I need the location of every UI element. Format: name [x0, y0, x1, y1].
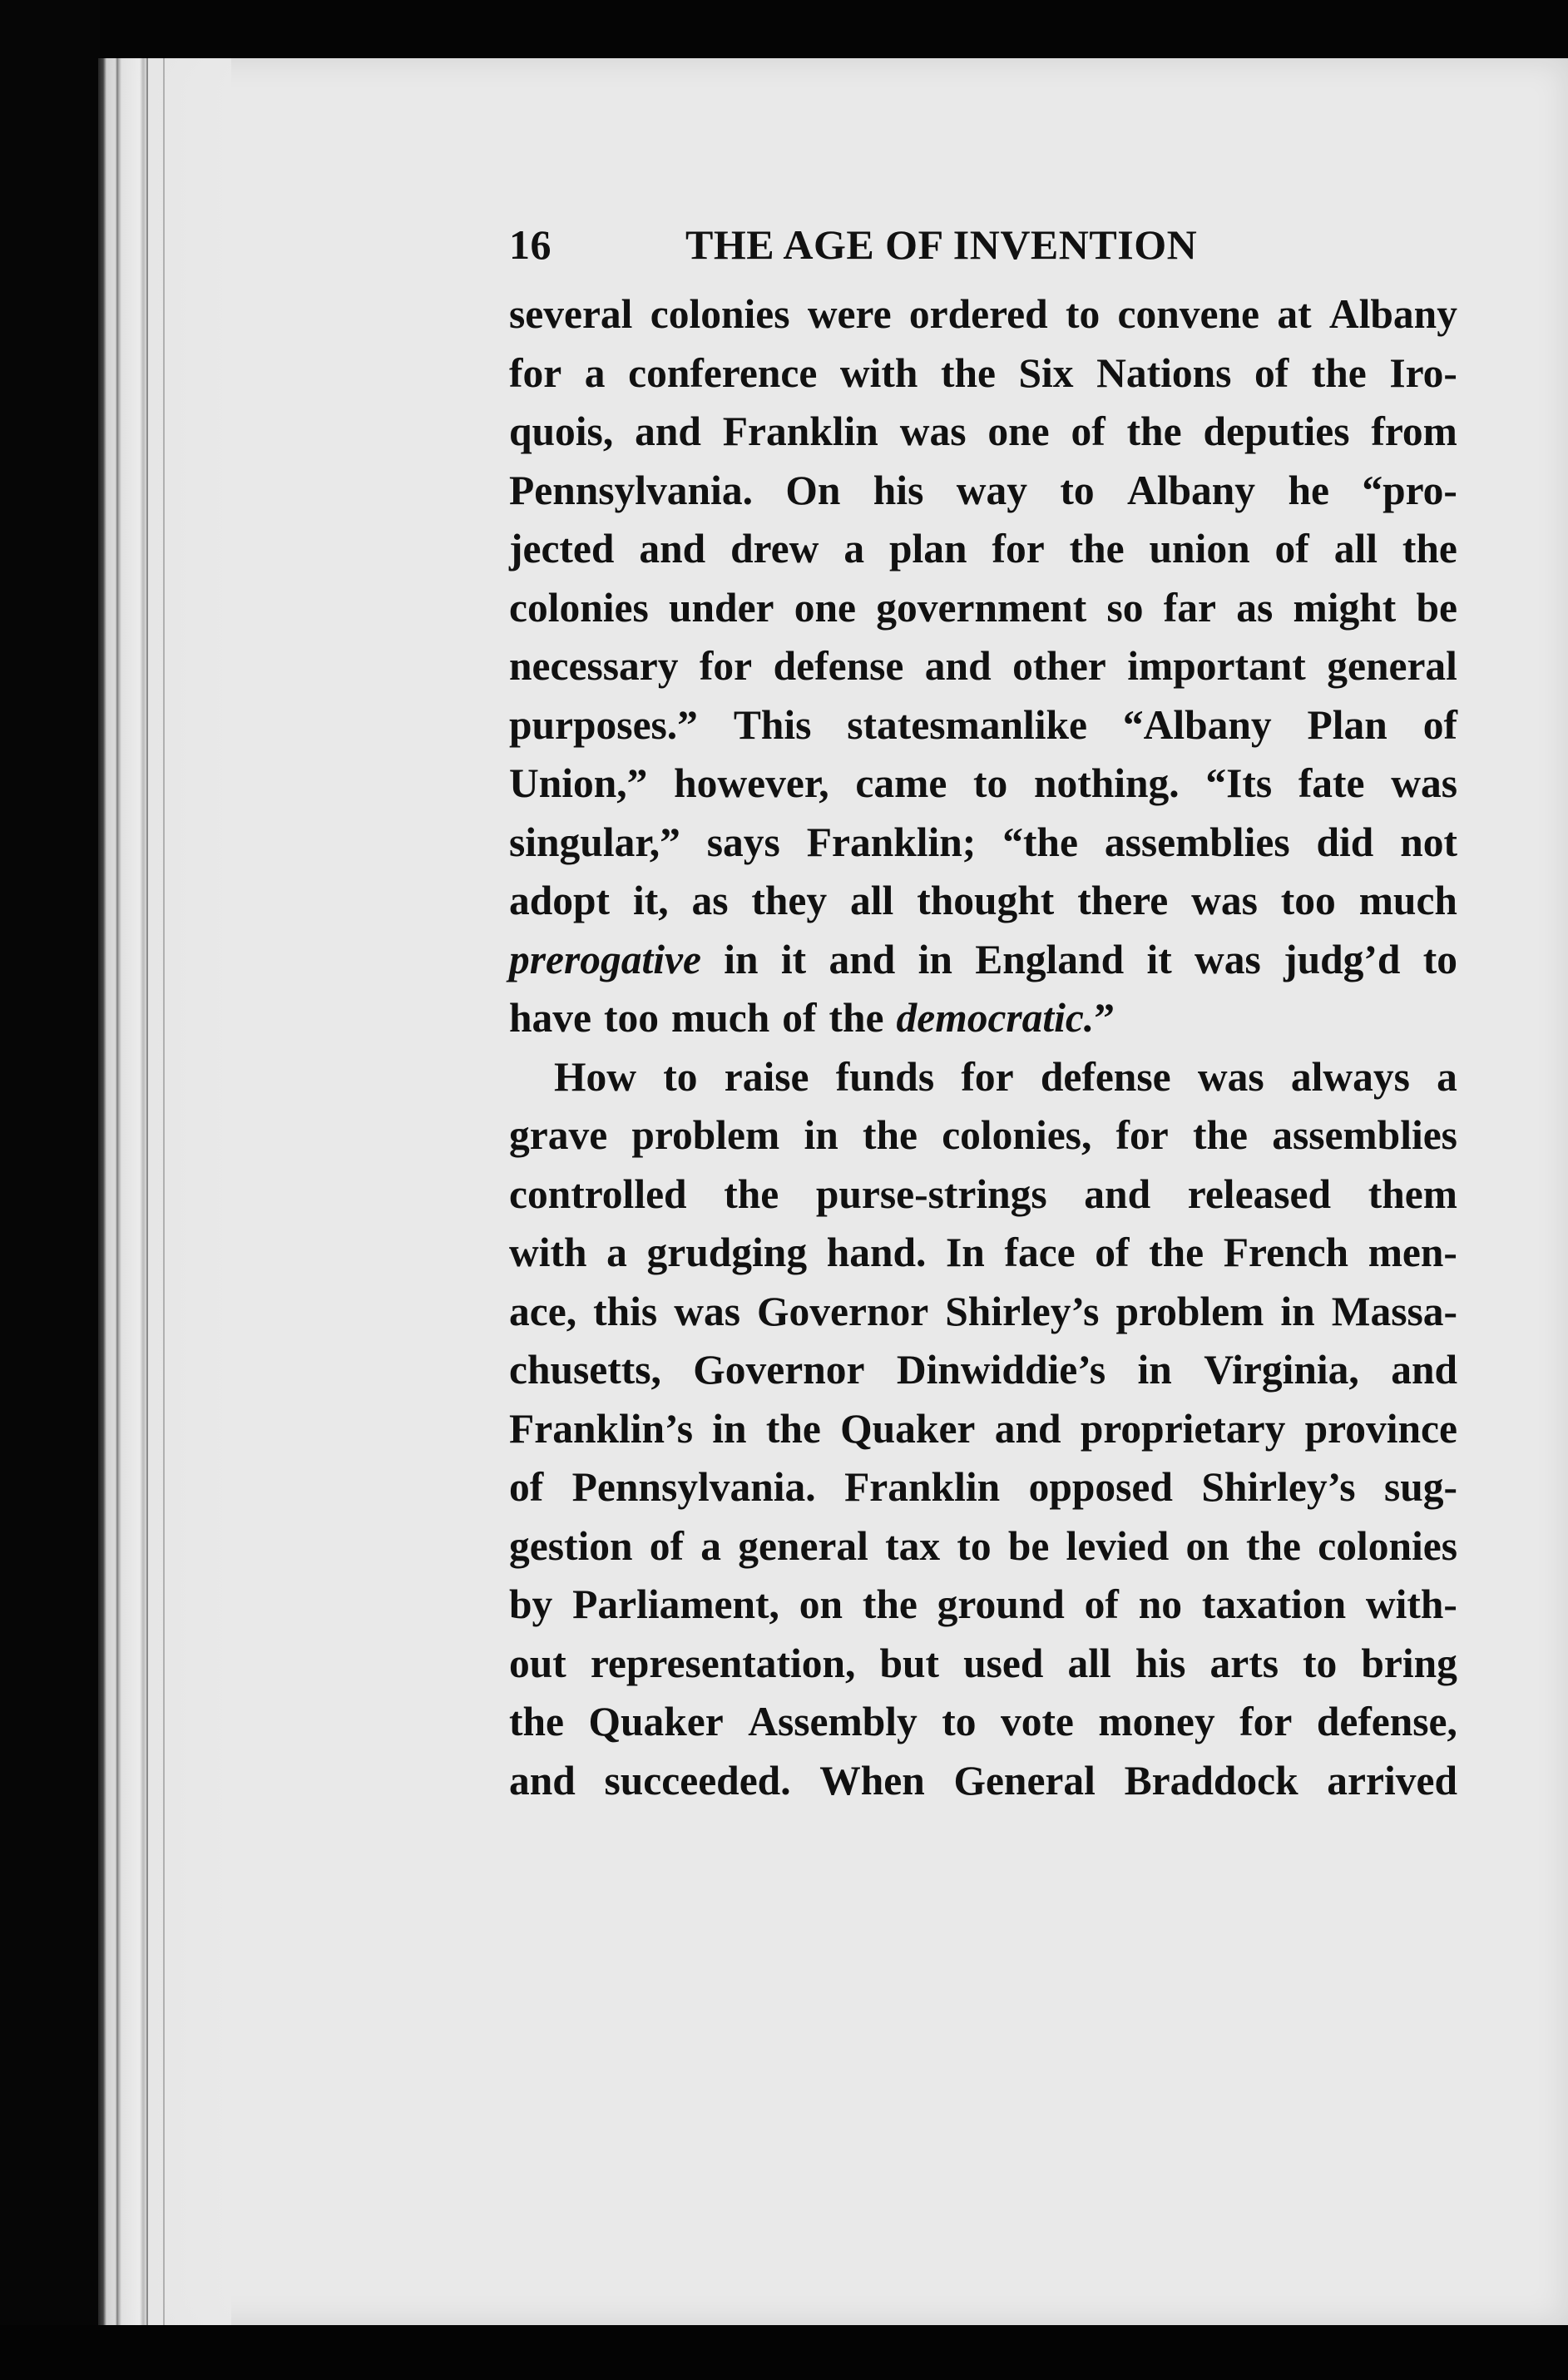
text-line: How to raise funds for defense was always a: [554, 1053, 1457, 1100]
binding-crease-line: [116, 58, 118, 2325]
text-line: for a conference with the Six Nations of the Iro-: [509, 349, 1457, 396]
text-line: ace, this was Governor Shirley’s problem in Massa-: [509, 1288, 1457, 1334]
paragraph: [509, 285, 1457, 1048]
running-head-title: THE AGE OF INVENTION: [685, 221, 1198, 268]
body-text: [509, 285, 1457, 1810]
text-line: singular,” says Franklin; “the assemblies did not: [509, 819, 1457, 865]
text-line: colonies under one government so far as might be: [509, 584, 1457, 631]
scan-border-bottom: [0, 2325, 1568, 2380]
text-line: the Quaker Assembly to vote money for defense,: [509, 1699, 1457, 1744]
text-line: adopt it, as they all thought there was too much: [509, 878, 1457, 923]
text-line: Franklin’s in the Quaker and proprietary province: [509, 1405, 1457, 1452]
text-line: several colonies were ordered to convene at Albany: [509, 291, 1457, 337]
text-line: gestion of a general tax to be levied on the colonies: [509, 1522, 1457, 1569]
page-binding-edge: [98, 58, 231, 2325]
text-line: purposes.” This statesmanlike “Albany Plan of: [509, 701, 1457, 748]
text-line: controlled the purse-strings and released them: [509, 1170, 1457, 1217]
text-line: jected and drew a plan for the union of all the: [509, 526, 1457, 571]
text-line: quois, and Franklin was one of the deputies from: [509, 408, 1457, 454]
page-number: 16: [509, 221, 552, 268]
text-line: by Parliament, on the ground of no taxation with-: [509, 1581, 1457, 1627]
text-line: with a grudging hand. In face of the French men-: [509, 1230, 1457, 1275]
text-line: grave problem in the colonies, for the assemblies: [509, 1112, 1457, 1158]
text-line: chusetts, Governor Dinwiddie’s in Virginia, and: [509, 1347, 1457, 1393]
scan-border-left: [0, 0, 100, 2380]
binding-crease-line: [146, 58, 148, 2325]
text-line: have too much of the democratic.”: [509, 995, 1115, 1041]
scan-border-top: [0, 0, 1568, 58]
text-line: prerogative in it and in England it was judg’d to: [509, 936, 1457, 982]
binding-crease-line: [163, 58, 165, 2325]
text-line: of Pennsylvania. Franklin opposed Shirley’s sug-: [509, 1464, 1457, 1510]
page-text-block: [509, 220, 1457, 1810]
text-line: Pennsylvania. On his way to Albany he “pro-: [509, 467, 1457, 513]
paragraph: [509, 1048, 1457, 1811]
text-line: Union,” however, came to nothing. “Its fate was: [509, 760, 1457, 806]
text-line: and succeeded. When General Braddock arrived: [509, 1757, 1457, 1804]
running-head: [509, 220, 1457, 279]
text-line: out representation, but used all his arts to bring: [509, 1640, 1457, 1686]
text-line: necessary for defense and other important general: [509, 643, 1457, 689]
